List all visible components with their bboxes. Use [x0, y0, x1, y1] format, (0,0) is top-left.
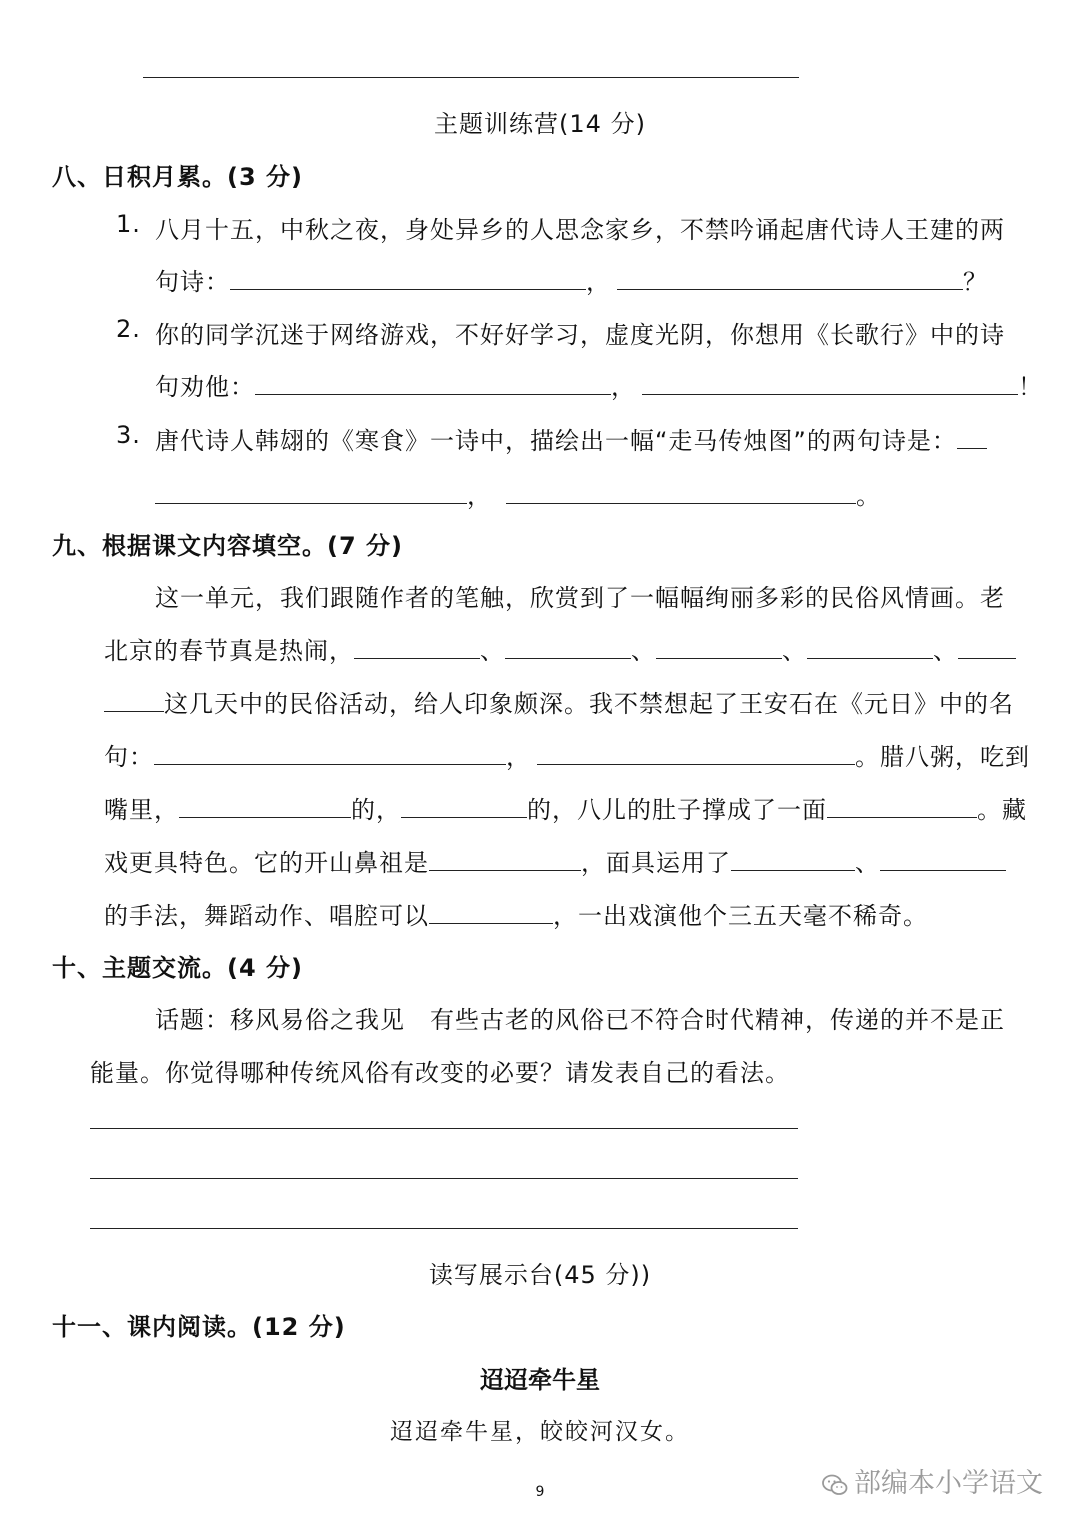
s9-line-2: [104, 631, 1016, 666]
s9-line-3: [104, 684, 1014, 719]
poem-title: 迢迢牵牛星: [480, 1365, 600, 1394]
s9-line-4: [104, 737, 1030, 772]
q1-answer-line: [155, 262, 988, 297]
q3-answer-line: [155, 476, 881, 511]
q2-text: 你的同学沉迷于网络游戏，不好好学习，虚度光阴，你想用《长歌行》中的诗: [155, 321, 1005, 349]
q2-number: 2.: [116, 315, 141, 343]
poem-line: 迢迢牵牛星，皎皎河汉女。: [390, 1419, 690, 1445]
s9-blank-5[interactable]: [958, 636, 1016, 659]
q1-separator: ，: [586, 268, 611, 296]
s9-blank-1[interactable]: [354, 636, 480, 659]
s9-text: 句：: [104, 743, 154, 771]
s9-blank-14[interactable]: [429, 901, 553, 924]
s9-blank-5-cont[interactable]: [104, 689, 164, 712]
watermark: [822, 1461, 1043, 1500]
s9-blank-9[interactable]: [401, 795, 527, 818]
section-title-theme-camp: 主题训练营(14 分): [434, 110, 646, 138]
s9-blank-8[interactable]: [179, 795, 351, 818]
s9-text: 戏更具特色。它的开山鼻祖是: [104, 849, 429, 877]
s9-blank-10[interactable]: [827, 795, 977, 818]
q1-text: 八月十五，中秋之夜，身处异乡的人思念家乡，不禁吟诵起唐代诗人王建的两: [155, 216, 1005, 244]
s9-dun: 、: [782, 637, 807, 665]
q3-number: 3.: [116, 421, 141, 449]
answer-line: [143, 77, 799, 78]
answer-line[interactable]: [90, 1228, 798, 1229]
answer-line[interactable]: [90, 1178, 798, 1179]
section-11-heading: 十一、课内阅读。(12 分): [52, 1313, 346, 1341]
s10-line-2: 能量。你觉得哪种传统风俗有改变的必要？请发表自己的看法。: [90, 1059, 790, 1087]
s9-text: ，一出戏演他个三五天毫不稀奇。: [553, 902, 928, 930]
section-title-read-write: 读写展示台(45 分)): [428, 1261, 652, 1289]
section-8-heading: 八、日积月累。(3 分): [52, 163, 303, 191]
page-number: 9: [535, 1484, 545, 1500]
s9-text: 这几天中的民俗活动，给人印象颇深。我不禁想起了王安石在《元日》中的名: [164, 690, 1014, 718]
q1-end: ？: [963, 268, 988, 296]
q2-prefix: 句劝他：: [155, 373, 255, 401]
wechat-icon: [822, 1474, 848, 1496]
q2-end: ！: [1018, 373, 1043, 401]
s9-text: 的，: [351, 796, 401, 824]
s9-text: 嘴里，: [104, 796, 179, 824]
s9-blank-13[interactable]: [880, 848, 1006, 871]
section-10-heading: 十、主题交流。(4 分): [52, 954, 303, 982]
s9-text: 北京的春节真是热闹，: [104, 637, 354, 665]
s9-blank-6[interactable]: [154, 742, 506, 765]
q3-prompt: 唐代诗人韩翃的《寒食》一诗中，描绘出一幅“走马传烛图”的两句诗是：: [155, 427, 957, 455]
s9-dun: 、: [631, 637, 656, 665]
s9-line-5: [104, 790, 1027, 825]
watermark-text: 部编本小学语文: [854, 1468, 1043, 1499]
s9-line-7: [104, 896, 928, 931]
s9-line-6: [104, 843, 1006, 878]
s9-text: 。藏: [977, 796, 1027, 824]
q1-number: 1.: [116, 210, 141, 238]
q2-separator: ，: [611, 373, 636, 401]
s9-text: 的手法，舞蹈动作、唱腔可以: [104, 902, 429, 930]
s9-text: ，面具运用了: [581, 849, 731, 877]
s9-blank-7[interactable]: [537, 742, 855, 765]
q3-text: [155, 421, 987, 456]
q2-blank-2[interactable]: [642, 372, 1018, 395]
q1-prefix: 句诗：: [155, 268, 230, 296]
s9-line-1: 这一单元，我们跟随作者的笔触，欣赏到了一幅幅绚丽多彩的民俗风情画。老: [155, 584, 1005, 612]
s9-dun: 、: [480, 637, 505, 665]
q3-end: 。: [856, 482, 881, 510]
q3-separator: ，: [467, 482, 492, 510]
s9-text: 。腊八粥，吃到: [855, 743, 1030, 771]
q2-blank-1[interactable]: [255, 372, 611, 395]
s9-dun: 、: [933, 637, 958, 665]
q1-blank-2[interactable]: [617, 267, 963, 290]
section-9-heading: 九、根据课文内容填空。(7 分): [52, 532, 403, 560]
s9-blank-11[interactable]: [429, 848, 581, 871]
s9-dun: 、: [855, 849, 880, 877]
s9-blank-3[interactable]: [656, 636, 782, 659]
q3-blank-start[interactable]: [957, 426, 987, 449]
s9-blank-4[interactable]: [807, 636, 933, 659]
s9-blank-2[interactable]: [505, 636, 631, 659]
q1-blank-1[interactable]: [230, 267, 586, 290]
q3-blank-1[interactable]: [155, 481, 467, 504]
answer-line[interactable]: [90, 1128, 798, 1129]
s9-blank-12[interactable]: [731, 848, 855, 871]
s9-text: 的，八儿的肚子撑成了一面: [527, 796, 827, 824]
s9-sep: ，: [506, 743, 531, 771]
s10-line-1: 话题：移风易俗之我见 有些古老的风俗已不符合时代精神，传递的并不是正: [155, 1006, 1005, 1034]
q3-blank-2[interactable]: [506, 481, 856, 504]
q2-answer-line: [155, 367, 1043, 402]
